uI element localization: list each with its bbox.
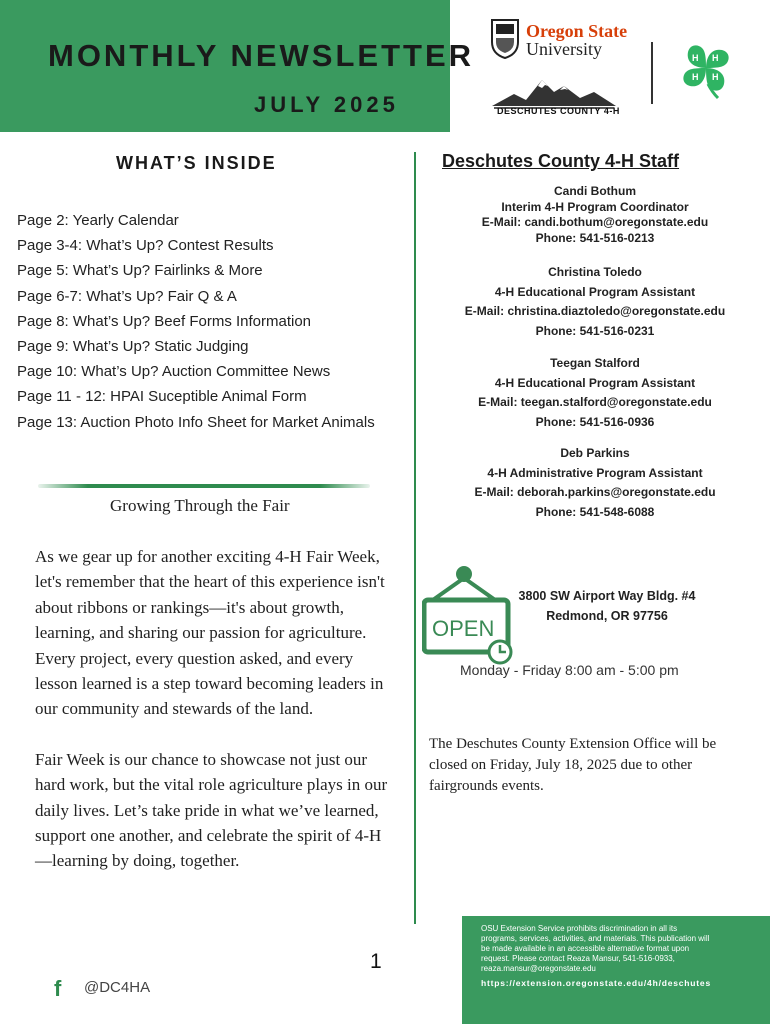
staff-phone: Phone: 541-548-6088 — [535, 504, 655, 519]
staff-phone: Phone: 541-516-0936 — [535, 414, 655, 429]
staff-email[interactable]: E-Mail: teegan.stalford@oregonstate.edu — [478, 395, 712, 409]
staff-card — [420, 263, 770, 341]
toc-item: Page 5: What’s Up? Fairlinks & More — [17, 262, 263, 280]
svg-text:H: H — [692, 72, 699, 82]
staff-email[interactable]: E-Mail: deborah.parkins@oregonstate.edu — [474, 485, 716, 499]
footer-box — [462, 916, 770, 1024]
toc-item: Page 11 - 12: HPAI Suceptible Animal Form — [17, 388, 307, 406]
staff-name: Christina Toledo — [548, 265, 642, 279]
whats-inside-heading: WHAT’S INSIDE — [116, 153, 277, 173]
toc-item: Page 2: Yearly Calendar — [17, 212, 179, 229]
4h-clover-icon — [678, 40, 734, 100]
address-line: 3800 SW Airport Way Bldg. #4 — [518, 589, 696, 603]
newsletter-banner — [0, 0, 475, 132]
staff-role: 4-H Educational Program Assistant — [494, 284, 696, 299]
newsletter-title: MONTHLY NEWSLETTER — [48, 38, 475, 73]
table-of-contents — [17, 208, 375, 435]
staff-role: Interim 4-H Program Coordinator — [501, 199, 689, 214]
logo-divider — [651, 42, 653, 104]
osu-wordmark-line2: University — [526, 39, 602, 59]
staff-card — [420, 444, 770, 522]
osu-wordmark-line1: Oregon State — [526, 21, 628, 41]
section-divider — [38, 484, 370, 488]
open-sign-icon — [422, 564, 514, 666]
facebook-icon[interactable]: f — [54, 976, 62, 1001]
staff-card — [420, 354, 770, 432]
staff-role: 4-H Administrative Program Assistant — [487, 465, 703, 480]
address-line: Redmond, OR 97756 — [546, 609, 668, 623]
osu-wordmark — [526, 22, 627, 58]
article-title: Growing Through the Fair — [110, 496, 290, 515]
closure-notice: The Deschutes County Extension Office will be closed on Friday, July 18, 2025 due to other fairgrounds events. — [429, 736, 717, 794]
staff-phone: Phone: 541-516-0213 — [535, 230, 655, 245]
office-hours: Monday - Friday 8:00 am - 5:00 pm — [460, 662, 679, 678]
office-address — [508, 586, 706, 626]
staff-card — [420, 184, 770, 246]
social-handle[interactable]: @DC4HA — [84, 979, 151, 996]
page-number: 1 — [370, 950, 382, 973]
website-link[interactable]: https://extension.oregonstate.edu/4h/deschutes — [481, 978, 711, 988]
toc-item: Page 3-4: What’s Up? Contest Results — [17, 237, 274, 255]
toc-item: Page 8: What’s Up? Beef Forms Information — [17, 312, 312, 330]
svg-text:H: H — [712, 72, 719, 82]
newsletter-date: JULY 2025 — [254, 92, 399, 117]
toc-item: Page 13: Auction Photo Info Sheet for Market Animals — [17, 413, 375, 431]
deschutes-logo-text: DESCHUTES COUNTY 4-H — [497, 106, 620, 116]
disclaimer-text: OSU Extension Service prohibits discrimination in all its programs, services, activities, and materials. This publication will be made available in an accessible alternative format upon request. Please contact Reaza Mansur, 541-516-0933, reaza.mansur@oregonstate.edu — [481, 924, 710, 973]
toc-item: Page 6-7: What’s Up? Fair Q & A — [17, 287, 237, 305]
staff-email[interactable]: E-Mail: christina.diaztoledo@oregonstate.edu — [464, 304, 726, 318]
staff-name: Teegan Stalford — [550, 356, 640, 370]
toc-item: Page 9: What’s Up? Static Judging — [17, 338, 249, 356]
article-paragraph: Fair Week is our chance to showcase not just our hard work, but the vital role agriculture plays in our daily lives. Let’s take pride in what we’ve learned, support one another, and celebrate the spirit of 4-H—learning by doing, together. — [35, 749, 388, 871]
article-paragraph: As we gear up for another exciting 4-H Fair Week, let's remember that the heart of this experience isn't about ribbons or rankings—it's about growth, learning, and sharing our passion for agriculture. Every project, every question asked, and every lesson learned is a step toward becoming leaders in our community and stewards of the land. — [35, 547, 385, 719]
staff-heading: Deschutes County 4-H Staff — [442, 151, 680, 171]
svg-text:H: H — [692, 53, 699, 63]
staff-name: Candi Bothum — [554, 184, 636, 198]
staff-email[interactable]: E-Mail: candi.bothum@oregonstate.edu — [481, 215, 709, 229]
open-sign-text: OPEN — [432, 616, 495, 641]
staff-phone: Phone: 541-516-0231 — [535, 323, 655, 338]
column-divider — [414, 152, 416, 924]
svg-text:H: H — [712, 53, 719, 63]
toc-item: Page 10: What’s Up? Auction Committee News — [17, 363, 331, 381]
staff-role: 4-H Educational Program Assistant — [494, 375, 696, 390]
article-body — [35, 544, 395, 899]
staff-name: Deb Parkins — [560, 446, 630, 460]
